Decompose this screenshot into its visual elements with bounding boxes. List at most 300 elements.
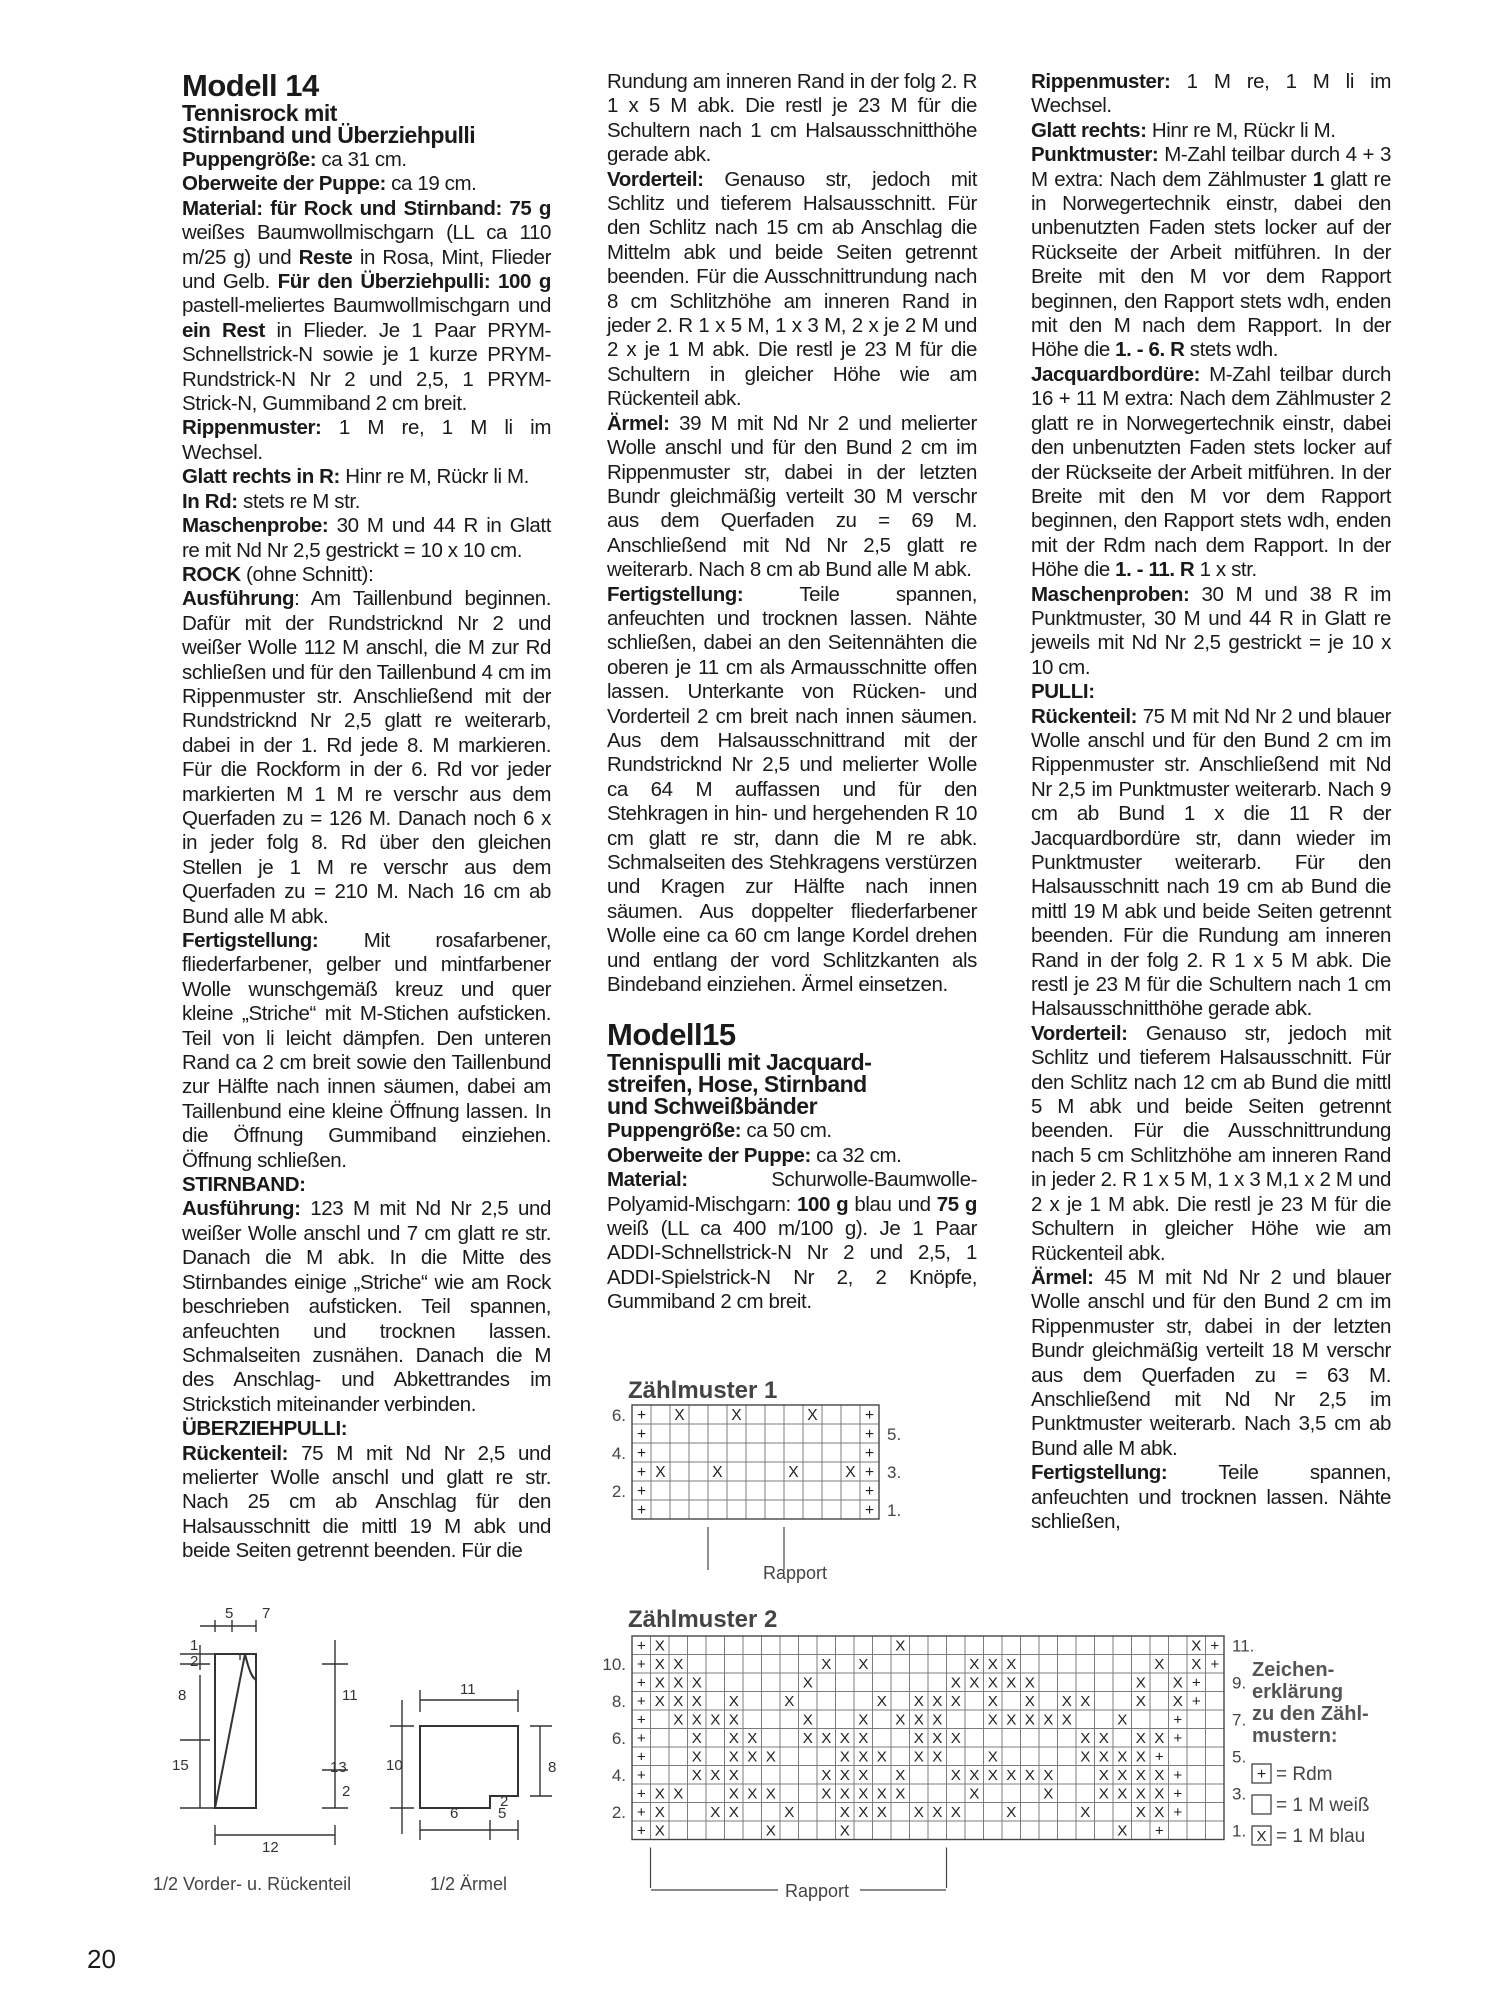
chart-mark-blue: X	[1061, 1711, 1072, 1729]
chart-mark-edge: +	[1154, 1748, 1164, 1766]
chart-mark-blue: X	[728, 1692, 739, 1710]
chart-row-label: 8.	[611, 1692, 626, 1712]
chart-cell	[708, 1462, 727, 1481]
chart-cell	[1169, 1747, 1188, 1766]
chart-cell	[965, 1636, 984, 1655]
chart-cell	[706, 1655, 725, 1674]
chart-cell	[725, 1710, 744, 1729]
chart-cell	[1132, 1747, 1151, 1766]
chart-cell	[891, 1729, 910, 1748]
chart-mark-blue: X	[673, 1692, 684, 1710]
dim-2: 2	[190, 1653, 199, 1670]
chart-mark-blue: X	[987, 1711, 998, 1729]
chart-cell	[803, 1462, 822, 1481]
chart-cell	[928, 1821, 947, 1840]
chart-cell	[817, 1692, 836, 1711]
chart-cell	[1169, 1766, 1188, 1785]
chart-cell	[854, 1710, 873, 1729]
chart-cell	[1187, 1784, 1206, 1803]
chart-cell	[762, 1729, 781, 1748]
chart2-rapport: Rapport	[785, 1881, 850, 1901]
chart-cell	[725, 1692, 744, 1711]
chart-cell	[947, 1655, 966, 1674]
chart-mark-blue: X	[950, 1729, 961, 1747]
chart2-grid	[602, 1636, 1254, 1890]
chart-cell	[632, 1729, 651, 1748]
chart-cell	[965, 1692, 984, 1711]
chart-cell	[632, 1766, 651, 1785]
chart-cell	[1187, 1747, 1206, 1766]
chart-mark-edge: +	[636, 1637, 646, 1655]
chart-cell	[780, 1747, 799, 1766]
chart-cell	[651, 1636, 670, 1655]
chart-cell	[817, 1766, 836, 1785]
chart-cell	[632, 1673, 651, 1692]
chart-cell	[765, 1462, 784, 1481]
chart-cell	[632, 1784, 651, 1803]
dim-12: 12	[262, 1839, 279, 1856]
chart-cell	[910, 1747, 929, 1766]
chart-cell	[762, 1655, 781, 1674]
chart-cell	[947, 1692, 966, 1711]
chart-mark-blue: X	[802, 1711, 813, 1729]
chart-cell	[984, 1747, 1003, 1766]
chart-mark-blue: X	[932, 1711, 943, 1729]
chart-cell	[632, 1636, 651, 1655]
chart-row-label: 1.	[1232, 1821, 1247, 1841]
chart-cell	[928, 1655, 947, 1674]
chart-cell	[762, 1673, 781, 1692]
chart-cell	[947, 1803, 966, 1822]
chart-cell	[670, 1443, 689, 1462]
model15-subtitle-3: und Schweißbänder	[607, 1093, 818, 1120]
chart-cell	[928, 1636, 947, 1655]
chart-cell	[873, 1692, 892, 1711]
chart-mark-blue: X	[1043, 1766, 1054, 1784]
chart-cell	[799, 1710, 818, 1729]
m15-groesse: Puppengröße: ca 50 cm.	[607, 1119, 832, 1143]
dim-13: 13	[330, 1759, 347, 1776]
chart-cell	[762, 1803, 781, 1822]
chart-cell	[984, 1636, 1003, 1655]
chart-mark-blue: X	[876, 1803, 887, 1821]
chart-row-label: 4.	[611, 1444, 626, 1464]
chart-cell	[928, 1729, 947, 1748]
chart-mark-blue: X	[710, 1766, 721, 1784]
chart-mark-blue: X	[784, 1692, 795, 1710]
chart-mark-blue: X	[765, 1748, 776, 1766]
chart-mark-edge: +	[636, 1655, 646, 1673]
chart-mark-blue: X	[1135, 1766, 1146, 1784]
chart-cell	[910, 1636, 929, 1655]
chart-cell	[836, 1766, 855, 1785]
m14-vorderteil: Vorderteil: Genauso str, jedoch mit Schlitz und tieferem Halsausschnitt. Für den Schlitz nach 15 cm ab Anschlag die Mittelm abk und beide Seiten getrennt beenden. Für die Ausschnittrundung nach 8 cm Schlitzhöhe am inneren Rand in jeder 2. R 1 x 5 M, 1 x 3 M, 2 x je 2 M und 2 x je 1 M abk. Die restl je 23 M für die Schultern in gleicher Höhe wie am Rückenteil abk.	[607, 167, 977, 411]
chart-cell	[854, 1747, 873, 1766]
chart-mark-blue: X	[1006, 1766, 1017, 1784]
chart-cell	[780, 1766, 799, 1785]
chart-cell	[784, 1424, 803, 1443]
chart-mark-edge: +	[636, 1463, 647, 1481]
dim-5: 5	[225, 1605, 234, 1622]
chart-cell	[688, 1821, 707, 1840]
chart-mark-blue: X	[1006, 1655, 1017, 1673]
chart-cell	[984, 1673, 1003, 1692]
chart-cell	[1113, 1803, 1132, 1822]
chart-cell	[743, 1692, 762, 1711]
chart-cell	[822, 1424, 841, 1443]
chart-cell	[841, 1481, 860, 1500]
chart-cell	[965, 1673, 984, 1692]
chart-cell	[1150, 1766, 1169, 1785]
chart-row-label: 1.	[887, 1501, 902, 1521]
chart-cell	[725, 1784, 744, 1803]
chart-cell	[688, 1784, 707, 1803]
chart-mark-blue: X	[858, 1655, 869, 1673]
chart-cell	[1132, 1729, 1151, 1748]
chart-cell	[873, 1710, 892, 1729]
chart-mark-blue: X	[950, 1674, 961, 1692]
chart-cell	[799, 1655, 818, 1674]
chart-cell	[632, 1443, 651, 1462]
chart-cell	[669, 1747, 688, 1766]
chart-cell	[688, 1710, 707, 1729]
chart-cell	[910, 1710, 929, 1729]
chart-cell	[689, 1481, 708, 1500]
chart-cell	[1039, 1692, 1058, 1711]
chart-mark-blue: X	[839, 1729, 850, 1747]
chart-mark-blue: X	[728, 1803, 739, 1821]
chart-cell	[1039, 1710, 1058, 1729]
chart-cell	[817, 1710, 836, 1729]
chart-mark-blue: X	[1006, 1674, 1017, 1692]
m14-ueberziehpulli: ÜBERZIEHPULLI:	[182, 1417, 348, 1441]
chart-mark-blue: X	[1098, 1766, 1109, 1784]
chart-cell	[780, 1803, 799, 1822]
chart-cell	[1039, 1821, 1058, 1840]
chart-mark-blue: X	[1080, 1729, 1091, 1747]
chart-mark-blue: X	[1172, 1674, 1183, 1692]
chart-cell	[965, 1747, 984, 1766]
m15-rippen: Rippenmuster: 1 M re, 1 M li im Wechsel.	[1031, 70, 1391, 118]
chart-cell	[762, 1766, 781, 1785]
chart-mark-blue: X	[839, 1748, 850, 1766]
chart-mark-blue: X	[987, 1748, 998, 1766]
chart-cell	[1150, 1821, 1169, 1840]
chart-cell	[706, 1710, 725, 1729]
chart-mark-blue: X	[950, 1803, 961, 1821]
chart-mark-blue: X	[673, 1785, 684, 1803]
chart-cell	[688, 1636, 707, 1655]
chart-cell	[928, 1766, 947, 1785]
chart-mark-edge: +	[1173, 1785, 1183, 1803]
chart-cell	[984, 1821, 1003, 1840]
chart-cell	[803, 1405, 822, 1424]
chart-cell	[910, 1655, 929, 1674]
chart-cell	[873, 1673, 892, 1692]
chart-cell	[706, 1803, 725, 1822]
chart-mark-blue: X	[876, 1748, 887, 1766]
chart-mark-blue: X	[839, 1785, 850, 1803]
chart-mark-blue: X	[1098, 1748, 1109, 1766]
dim-sleeve-10: 10	[386, 1757, 403, 1774]
chart-mark-blue: X	[1135, 1748, 1146, 1766]
chart-mark-edge: +	[864, 1406, 875, 1424]
chart-mark-edge: +	[864, 1444, 875, 1462]
chart-cell	[803, 1500, 822, 1519]
chart-mark-edge: +	[636, 1406, 647, 1424]
chart2-title: Zählmuster 2	[628, 1606, 778, 1633]
chart-mark-blue: X	[913, 1692, 924, 1710]
m14-rippen: Rippenmuster: 1 M re, 1 M li im Wechsel.	[182, 416, 551, 464]
model15-subtitle-2: streifen, Hose, Stirnband	[607, 1071, 867, 1098]
chart-cell	[1206, 1784, 1225, 1803]
chart-mark-blue: X	[1117, 1748, 1128, 1766]
chart-mark-edge: +	[636, 1711, 646, 1729]
chart-cell	[1058, 1747, 1077, 1766]
chart-mark-blue: X	[802, 1729, 813, 1747]
m14-ausfuehrung: Ausführung: Am Taillenbund beginnen. Dafür mit der Rundstricknd Nr 2 und weißer Wolle 112 M anschl, die M zur Rd schließen und für den Taillenbund 4 cm im Rippenmuster str. Anschließend mit der Rundstricknd Nr 2,5 glatt re weiterarb, dabei in der 1. Rd jede 8. M markieren. Für die Rockform in der 6. Rd vor jeder markierten M 1 M re verschr aus dem Querfaden zu = 126 M. Danach noch 6 x in jeder folg 8. Rd über den gleichen Stellen je 1 M re verschr aus dem Querfaden zu = 210 M. Nach 16 cm ab Bund alle M abk.	[182, 587, 551, 928]
chart-mark-edge: +	[636, 1482, 647, 1500]
chart-cell	[1095, 1673, 1114, 1692]
chart-mark-blue: X	[1135, 1803, 1146, 1821]
dim-11: 11	[342, 1687, 358, 1704]
m14-stirnband: STIRNBAND:	[182, 1173, 306, 1197]
chart-cell	[1113, 1692, 1132, 1711]
chart-cell	[708, 1500, 727, 1519]
chart-cell	[799, 1784, 818, 1803]
chart-cell	[1058, 1766, 1077, 1785]
chart-mark-blue: X	[913, 1729, 924, 1747]
chart-cell	[1039, 1784, 1058, 1803]
chart-cell	[632, 1462, 651, 1481]
chart-cell	[1021, 1766, 1040, 1785]
chart-cell	[1076, 1729, 1095, 1748]
chart-mark-blue: X	[1080, 1803, 1091, 1821]
chart-cell	[727, 1481, 746, 1500]
m15-rueckenteil: Rückenteil: 75 M mit Nd Nr 2 und blauer Wolle anschl und für den Bund 2 cm im Rippenmuster str. Anschließend mit Nd Nr 2,5 im Punktmuster weiterarb. Nach 9 cm ab Bund 1 x die 11 R der Jacquardbordüre str, dann wieder im Punktmuster weiterarb. Für den Halsausschnitt nach 19 cm ab Bund die mittl 19 M abk und beide Seiten getrennt beenden. Für die Rundung am inneren Rand in der folg 2. R 1 x 5 M abk. Die restl je 23 M für die Schultern nach 1 cm Halsausschnitthöhe gerade abk.	[1031, 704, 1391, 1021]
chart-cell	[632, 1481, 651, 1500]
chart-cell	[965, 1655, 984, 1674]
chart-cell	[873, 1766, 892, 1785]
chart-mark-blue: X	[969, 1674, 980, 1692]
chart-mark-blue: X	[691, 1692, 702, 1710]
chart-cell	[669, 1673, 688, 1692]
chart-cell	[1095, 1766, 1114, 1785]
chart-mark-blue: X	[987, 1674, 998, 1692]
chart-cell	[651, 1462, 670, 1481]
m14-groesse: Puppengröße: ca 31 cm.	[182, 148, 407, 171]
chart-cell	[947, 1747, 966, 1766]
chart-cell	[1002, 1673, 1021, 1692]
chart-mark-blue: X	[876, 1692, 887, 1710]
legend-title-4: mustern:	[1252, 1725, 1338, 1747]
chart-cell	[836, 1784, 855, 1803]
chart-cell	[1132, 1673, 1151, 1692]
chart-cell	[651, 1710, 670, 1729]
chart-cell	[854, 1729, 873, 1748]
chart-cell	[928, 1692, 947, 1711]
chart-cell	[817, 1821, 836, 1840]
chart-cell	[817, 1655, 836, 1674]
chart-cell	[765, 1405, 784, 1424]
chart-cell	[891, 1747, 910, 1766]
chart-cell	[1206, 1747, 1225, 1766]
chart-cell	[651, 1424, 670, 1443]
m15-glatt: Glatt rechts: Hinr re M, Rückr li M.	[1031, 118, 1336, 142]
chart-cell	[765, 1481, 784, 1500]
chart-cell	[1002, 1636, 1021, 1655]
chart-cell	[854, 1766, 873, 1785]
chart-cell	[632, 1655, 651, 1674]
chart-mark-edge: +	[1191, 1674, 1201, 1692]
chart-cell	[689, 1424, 708, 1443]
chart-cell	[689, 1405, 708, 1424]
chart-cell	[1095, 1729, 1114, 1748]
chart-cell	[1132, 1655, 1151, 1674]
chart-mark-blue: X	[807, 1406, 818, 1424]
chart-cell	[799, 1766, 818, 1785]
chart-mark-blue: X	[932, 1803, 943, 1821]
chart-cell	[746, 1424, 765, 1443]
chart-cell	[817, 1636, 836, 1655]
chart-cell	[1113, 1636, 1132, 1655]
chart-cell	[965, 1821, 984, 1840]
chart-mark-blue: X	[655, 1463, 666, 1481]
chart-mark-blue: X	[673, 1711, 684, 1729]
chart-mark-blue: X	[932, 1748, 943, 1766]
chart-cell	[762, 1636, 781, 1655]
chart-cell	[1021, 1784, 1040, 1803]
chart-mark-blue: X	[969, 1766, 980, 1784]
chart-cell	[689, 1500, 708, 1519]
chart-cell	[1206, 1766, 1225, 1785]
chart-cell	[1150, 1673, 1169, 1692]
chart-cell	[765, 1424, 784, 1443]
chart-row-label: 4.	[611, 1766, 626, 1786]
chart-cell	[873, 1655, 892, 1674]
chart-cell	[928, 1673, 947, 1692]
chart-row-label: 6.	[611, 1406, 626, 1426]
chart-cell	[984, 1729, 1003, 1748]
chart-mark-blue: X	[839, 1822, 850, 1840]
chart-cell	[1206, 1673, 1225, 1692]
chart-cell	[1150, 1729, 1169, 1748]
chart-cell	[651, 1500, 670, 1519]
chart-cell	[910, 1784, 929, 1803]
chart-row-label: 3.	[887, 1463, 902, 1483]
m14-aermel: Ärmel: 39 M mit Nd Nr 2 und melierter Wolle anschl und für den Bund 2 cm im Rippenmuster str, dabei in der letzten Bundr gleichmäßig verteilt 30 M verschr aus dem Querfaden zu = 69 M. Anschließend mit Nd Nr 2,5 glatt re weiterarb. Nach 8 cm ab Bund alle M abk.	[607, 411, 977, 582]
chart-cell	[743, 1821, 762, 1840]
chart-row-label: 11.	[1232, 1636, 1255, 1656]
legend-item-blau	[1252, 1826, 1365, 1847]
chart-cell	[1002, 1766, 1021, 1785]
chart-mark-edge: +	[1191, 1692, 1201, 1710]
chart-cell	[1132, 1710, 1151, 1729]
chart-cell	[1058, 1784, 1077, 1803]
chart-mark-edge: +	[1210, 1637, 1220, 1655]
chart-cell	[841, 1500, 860, 1519]
m15-material: Material: Schurwolle-Baumwolle-Polyamid-Mischgarn: 100 g blau und 75 g weiß (LL ca 400 m/100 g). Je 1 Paar ADDI-Schnellstrick-N Nr 2 und 2,5, 1 ADDI-Spielstrick-N Nr 2, 2 Knöpfe, Gummiband 2 cm breit.	[607, 1168, 978, 1314]
column-2	[607, 70, 977, 1315]
chart-mark-blue: X	[1154, 1766, 1165, 1784]
chart-cell	[1187, 1655, 1206, 1674]
chart-mark-blue: X	[673, 1674, 684, 1692]
chart-mark-blue: X	[1154, 1729, 1165, 1747]
chart-row-label: 3.	[1232, 1784, 1247, 1804]
chart-mark-blue: X	[691, 1729, 702, 1747]
legend-title-2: erklärung	[1252, 1681, 1344, 1703]
chart-cell	[765, 1443, 784, 1462]
chart-mark-blue: X	[821, 1766, 832, 1784]
chart-mark-edge: +	[636, 1766, 646, 1784]
chart-cell	[1132, 1636, 1151, 1655]
chart-cell	[1150, 1803, 1169, 1822]
chart-cell	[817, 1784, 836, 1803]
chart-cell	[854, 1784, 873, 1803]
m14-rueckenteil-cont: Rundung am inneren Rand in der folg 2. R 1 x 5 M abk. Die restl je 23 M für die Schultern nach 1 cm Halsausschnitthöhe gerade abk.	[607, 70, 977, 167]
chart-cell	[1169, 1710, 1188, 1729]
chart-cell	[860, 1462, 879, 1481]
chart-mark-blue: X	[747, 1785, 758, 1803]
chart-cell	[822, 1481, 841, 1500]
chart-cell	[784, 1500, 803, 1519]
chart-cell	[743, 1784, 762, 1803]
m14-rock: ROCK (ohne Schnitt):	[182, 562, 374, 586]
chart-cell	[1187, 1692, 1206, 1711]
chart-cell	[984, 1655, 1003, 1674]
chart-cell	[1002, 1710, 1021, 1729]
chart-cell	[669, 1821, 688, 1840]
chart-cell	[762, 1692, 781, 1711]
chart-cell	[706, 1784, 725, 1803]
chart-cell	[651, 1443, 670, 1462]
legend-title-1: Zeichen-	[1252, 1659, 1335, 1681]
chart-mark-blue: X	[839, 1766, 850, 1784]
chart-cell	[725, 1655, 744, 1674]
legend-text-weiss: = 1 M weiß	[1276, 1795, 1370, 1816]
m15-oberweite: Oberweite der Puppe: ca 32 cm.	[607, 1143, 902, 1167]
chart-cell	[1095, 1803, 1114, 1822]
chart-mark-edge: +	[1173, 1766, 1183, 1784]
chart-cell	[928, 1710, 947, 1729]
chart-cell	[1039, 1766, 1058, 1785]
chart-cell	[928, 1747, 947, 1766]
chart-mark-edge: +	[636, 1674, 646, 1692]
chart-mark-edge: +	[864, 1482, 875, 1500]
chart-cell	[860, 1481, 879, 1500]
chart-cell	[1021, 1803, 1040, 1822]
chart-cell	[1058, 1803, 1077, 1822]
chart-cell	[891, 1636, 910, 1655]
chart-cell	[1113, 1673, 1132, 1692]
chart-cell	[891, 1766, 910, 1785]
chart-cell	[836, 1821, 855, 1840]
legend-symbol-plus: +	[1256, 1766, 1267, 1783]
chart-mark-blue: X	[858, 1785, 869, 1803]
chart-mark-blue: X	[654, 1822, 665, 1840]
schematic1-caption: 1/2 Vorder- u. Rückenteil	[153, 1874, 352, 1894]
chart-mark-blue: X	[654, 1692, 665, 1710]
chart-cell	[947, 1766, 966, 1785]
chart-cell	[651, 1405, 670, 1424]
chart-cell	[841, 1405, 860, 1424]
chart-cell	[746, 1462, 765, 1481]
chart-cell	[1150, 1692, 1169, 1711]
chart-cell	[854, 1692, 873, 1711]
chart-mark-blue: X	[858, 1711, 869, 1729]
chart-mark-blue: X	[691, 1711, 702, 1729]
chart-mark-edge: +	[1173, 1803, 1183, 1821]
